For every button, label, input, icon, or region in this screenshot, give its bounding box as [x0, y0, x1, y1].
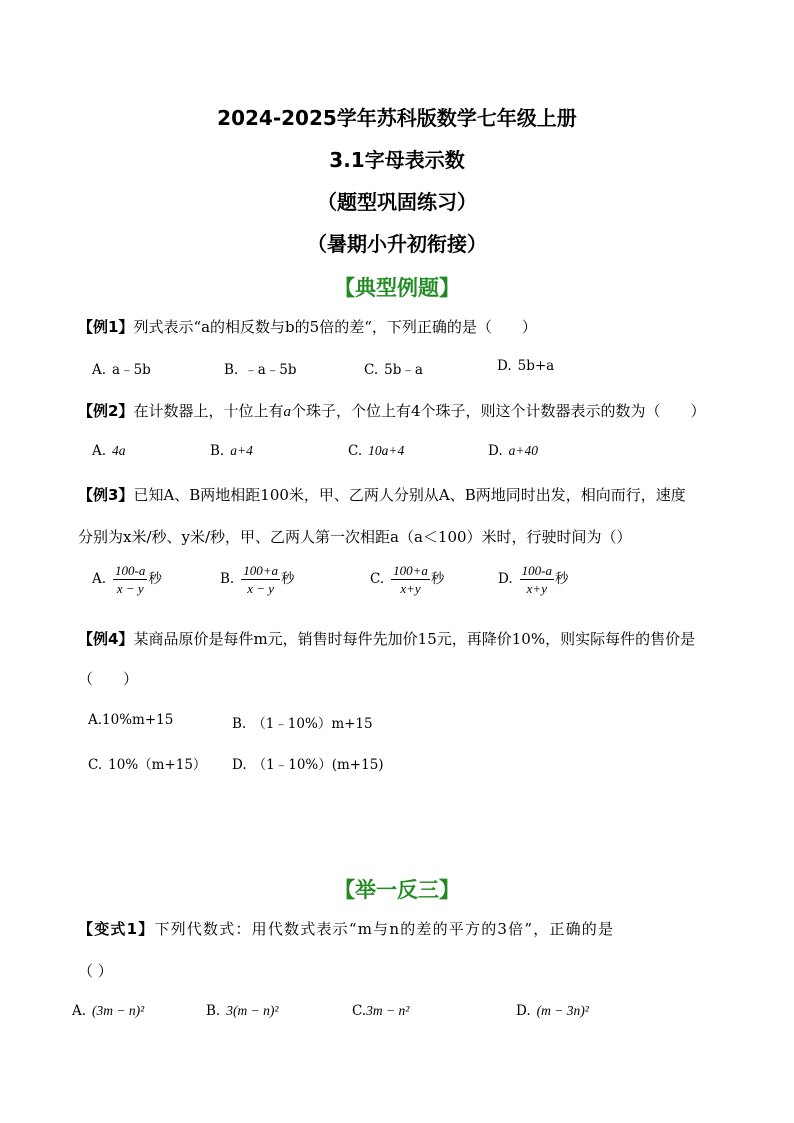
lesson-title: 3.1字母表示数 [329, 148, 465, 172]
question-tag: 【变式1】 [78, 920, 155, 938]
question-3-line-2: 分别为x米/秒、y米/秒，甲、乙两人第一次相距a（a＜100）米时，行驶时间为（） [78, 528, 632, 546]
q2-option-d: D. a+40 [488, 443, 539, 459]
variable-a: a [283, 404, 291, 420]
v1-option-a: A. (3m − n)² [72, 1003, 145, 1019]
q4-option-c: C. 10%（m+15） [88, 757, 207, 773]
question-tag: 【例1】 [78, 318, 134, 336]
question-1 [78, 316, 537, 337]
question-4-line-1: 【例4】某商品原价是每件m元，销售时每件先加价15元，再降价10%，则实际每件的售价是 [78, 630, 696, 648]
q3-option-d: D. $\frac{100-a}{x+y}$ 秒 [498, 563, 569, 596]
q2-option-c: C. 10a+4 [348, 443, 405, 459]
q3-option-b: B. $\frac{100+a}{x - y}$ 秒 [220, 563, 295, 596]
q1-option-d: D. 5b+a [497, 358, 555, 374]
section-variants-heading: 【举一反三】 [334, 878, 460, 902]
question-tag: 【例3】 [78, 486, 134, 504]
v1-option-d: D. (m − 3n)² [516, 1003, 589, 1019]
variant-1-line-1: 【变式1】下列代数式：用代数式表示“m与n的差的平方的3倍”，正确的是 [78, 920, 615, 938]
q4-option-b: B. （1﹣10%）m+15 [232, 716, 373, 732]
q1-option-b: B. ﹣a﹣5b [224, 362, 297, 378]
fraction: $\frac{100-a}{x+y}$ [521, 563, 552, 596]
v1-option-c: C.3m − n² [352, 1003, 410, 1019]
fraction: $\frac{100+a}{x+y}$ [393, 563, 428, 596]
subtitle-practice: （题型巩固练习） [317, 190, 477, 214]
section-examples-heading: 【典型例题】 [334, 276, 460, 300]
q3-option-a: A. $\frac{100-a}{x - y}$ 秒 [92, 563, 162, 596]
question-tag: 【例4】 [78, 630, 134, 648]
q2-option-b: B. a+4 [210, 443, 253, 459]
fraction: $\frac{100+a}{x - y}$ [243, 563, 278, 596]
q1-option-a: A. a﹣5b [92, 362, 151, 378]
doc-title: 2024-2025学年苏科版数学七年级上册 [217, 106, 577, 130]
question-2: 【例2】在计数器上，十位上有a个珠子，个位上有4个珠子，则这个计数器表示的数为（ ） [78, 402, 706, 420]
q2-option-a: A. 4a [92, 443, 126, 459]
v1-option-b: B. 3(m − n)² [206, 1003, 279, 1019]
q4-option-a: A.10%m+15 [88, 712, 174, 728]
question-3-line-1: 【例3】已知A、B两地相距100米，甲、乙两人分别从A、B两地同时出发，相向而行，速度 [78, 486, 686, 504]
q1-option-c: C. 5b﹣a [364, 362, 423, 378]
question-tag: 【例2】 [78, 402, 134, 420]
variant-1-line-2: （ ） [78, 962, 113, 980]
q3-option-c: C. $\frac{100+a}{x+y}$ 秒 [370, 563, 445, 596]
q4-option-d: D. （1﹣10%）(m+15) [232, 757, 384, 773]
subtitle-summer: （暑期小升初衔接） [307, 232, 487, 256]
question-text: 列式表示“a的相反数与b的5倍的差“，下列正确的是（ ） [133, 318, 537, 336]
question-4-line-2: （ ） [78, 670, 139, 688]
fraction: $\frac{100-a}{x - y}$ [115, 563, 146, 596]
